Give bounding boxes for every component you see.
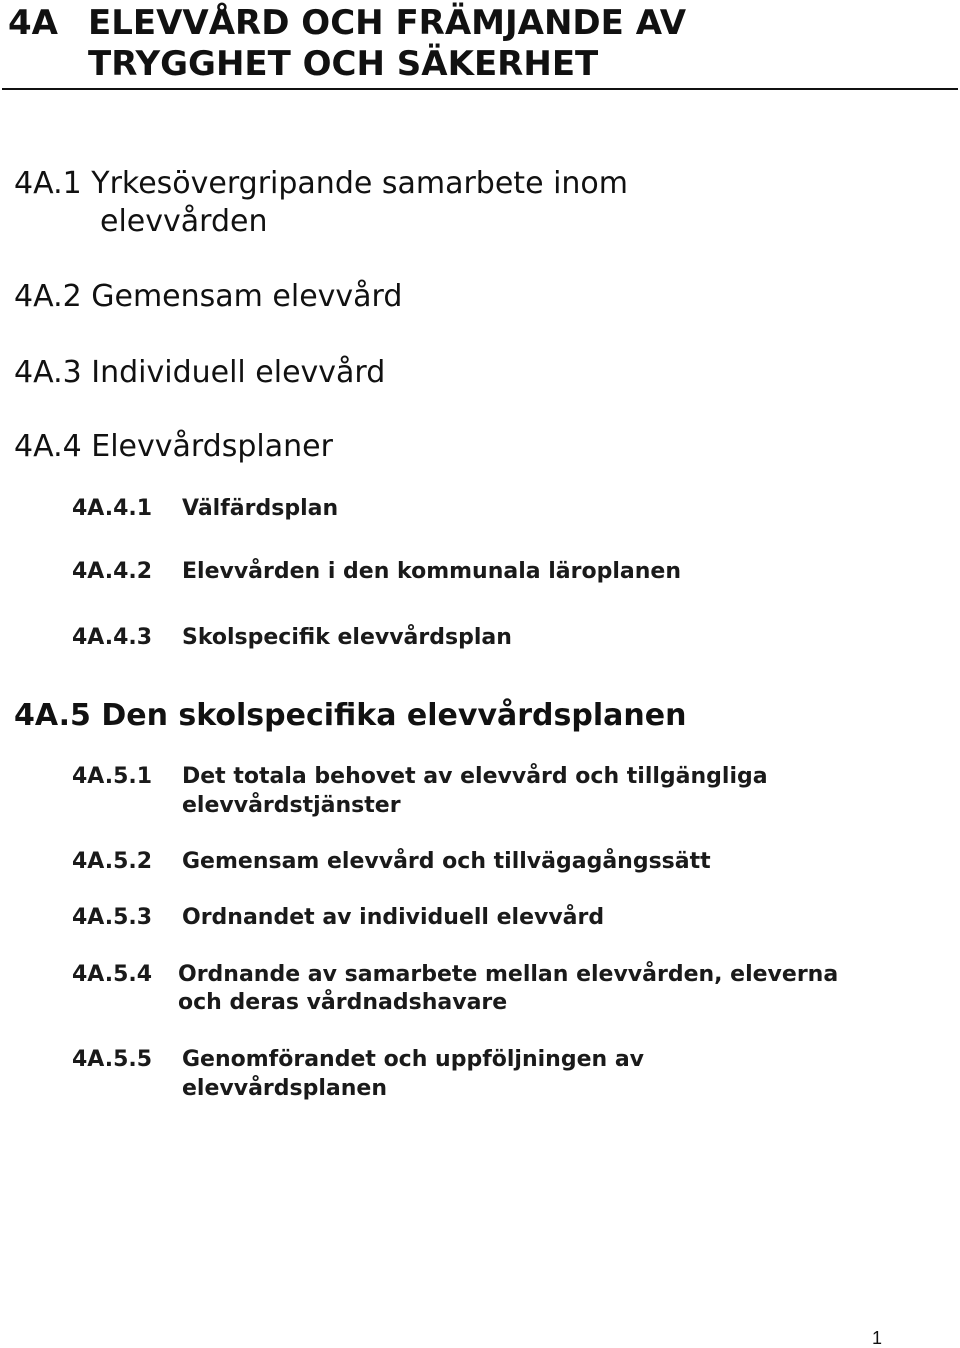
subsection-number-4a54: 4A.5.4 xyxy=(72,962,153,987)
subsection-title-4a42: Elevvården i den kommunala läroplanen xyxy=(182,559,681,584)
page-number: 1 xyxy=(872,1328,883,1348)
subsection-title-4a51-line-2: elevvårdstjänster xyxy=(182,793,401,818)
subsection-title-4a54-line-1: Ordnande av samarbete mellan elevvården, eleverna xyxy=(178,962,839,987)
subsection-title-4a55-line-2: elevvårdsplanen xyxy=(182,1076,387,1101)
heading-divider xyxy=(2,88,958,90)
subsection-title-4a41: Välfärdsplan xyxy=(182,496,339,521)
subsection-number-4a43: 4A.4.3 xyxy=(72,625,153,650)
subsection-number-4a52: 4A.5.2 xyxy=(72,849,153,874)
subsection-title-4a43: Skolspecifik elevvårdsplan xyxy=(182,625,512,650)
section-heading-4a4: 4A.4 Elevvårdsplaner xyxy=(14,429,333,464)
subsection-number-4a55: 4A.5.5 xyxy=(72,1047,153,1072)
subsection-title-4a52: Gemensam elevvård och tillvägagångssätt xyxy=(182,849,711,874)
subsection-title-4a51-line-1: Det totala behovet av elevvård och tillgängliga xyxy=(182,764,768,789)
subsection-number-4a51: 4A.5.1 xyxy=(72,764,153,789)
section-heading-4a1-line-1: 4A.1 Yrkesövergripande samarbete inom xyxy=(14,166,628,201)
subsection-number-4a42: 4A.4.2 xyxy=(72,559,153,584)
section-heading-4a3: 4A.3 Individuell elevvård xyxy=(14,355,386,390)
section-heading-4a2: 4A.2 Gemensam elevvård xyxy=(14,279,403,314)
section-heading-4a5: 4A.5 Den skolspecifika elevvårdsplanen xyxy=(14,698,687,733)
subsection-title-4a53: Ordnandet av individuell elevvård xyxy=(182,905,605,930)
chapter-number: 4A xyxy=(8,3,58,43)
subsection-number-4a41: 4A.4.1 xyxy=(72,496,153,521)
chapter-title-line-1: ELEVVÅRD OCH FRÄMJANDE AV xyxy=(88,3,687,43)
section-heading-4a1-line-2: elevvården xyxy=(100,204,268,239)
subsection-title-4a55-line-1: Genomförandet och uppföljningen av xyxy=(182,1047,645,1072)
chapter-title-line-2: TRYGGHET OCH SÄKERHET xyxy=(88,44,599,84)
subsection-title-4a54-line-2: och deras vårdnadshavare xyxy=(178,990,508,1015)
subsection-number-4a53: 4A.5.3 xyxy=(72,905,153,930)
